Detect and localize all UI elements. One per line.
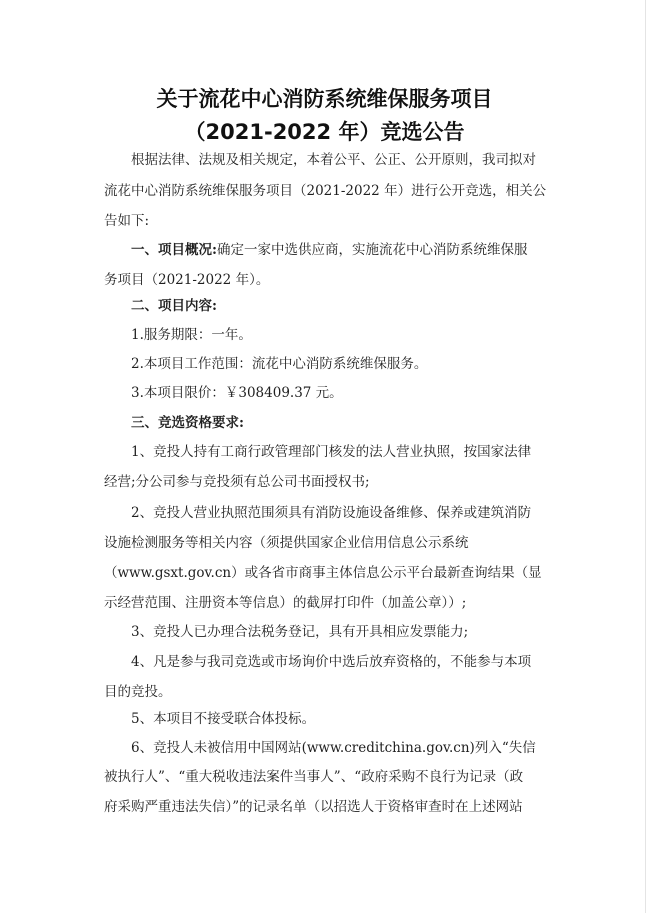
section-2-item-1: 1.服务期限：一年。 <box>131 327 252 343</box>
intro-line-1: 根据法律、法规及相关规定，本着公平、公正、公开原则，我司拟对 <box>131 152 536 168</box>
req-1-line-1: 1、竞投人持有工商行政管理部门核发的法人营业执照，按国家法律 <box>131 444 532 460</box>
req-4-line-2: 目的竞投。 <box>104 684 172 700</box>
req-1-line-2: 经营;分公司参与竞投须有总公司书面授权书; <box>104 474 370 490</box>
section-3-heading: 三、竞选资格要求: <box>131 415 244 431</box>
section-1-line-1 <box>131 240 527 260</box>
req-6-line-1: 6、竞投人未被信用中国网站(www.creditchina.gov.cn)列入“失信 <box>131 740 536 756</box>
req-2-line-2: 设施检测服务等相关内容（须提供国家企业信用信息公示系统 <box>104 535 469 551</box>
section-1-heading: 一、项目概况: <box>131 242 217 258</box>
section-1-text: 确定一家中选供应商，实施流花中心消防系统维保服 <box>216 242 528 258</box>
section-1-line-2: 务项目（2021-2022 年）。 <box>104 272 270 288</box>
req-2-line-3: （www.gsxt.gov.cn）或各省市商事主体信息公示平台最新查询结果（显 <box>104 565 542 581</box>
title-line-2: （2021-2022 年）竞选公告 <box>184 120 465 144</box>
section-2-item-3: 3.本项目限价：￥308409.37 元。 <box>131 385 343 401</box>
req-3-line-1: 3、竞投人已办理合法税务登记，具有开具相应发票能力; <box>131 624 469 640</box>
section-2-item-2: 2.本项目工作范围：流花中心消防系统维保服务。 <box>131 356 428 372</box>
intro-line-2: 流花中心消防系统维保服务项目（2021-2022 年）进行公开竞选，相关公 <box>104 183 547 199</box>
req-5-line-1: 5、本项目不接受联合体投标。 <box>131 711 316 727</box>
intro-line-3: 告如下: <box>104 213 150 229</box>
req-6-line-2: 被执行人”、“重大税收违法案件当事人”、“政府采购不良行为记录（政 <box>104 769 524 785</box>
title-line-1: 关于流花中心消防系统维保服务项目 <box>156 87 493 111</box>
req-6-line-3: 府采购严重违法失信）”的记录名单（以招选人于资格审查时在上述网站 <box>104 799 523 815</box>
req-4-line-1: 4、凡是参与我司竞选或市场询价中选后放弃资格的，不能参与本项 <box>131 654 532 670</box>
req-2-line-1: 2、竞投人营业执照范围须具有消防设施设备维修、保养或建筑消防 <box>131 505 532 521</box>
section-2-heading: 二、项目内容: <box>131 298 217 314</box>
req-2-line-4: 示经营范围、注册资本等信息）的截屏打印件（加盖公章））; <box>104 595 467 611</box>
